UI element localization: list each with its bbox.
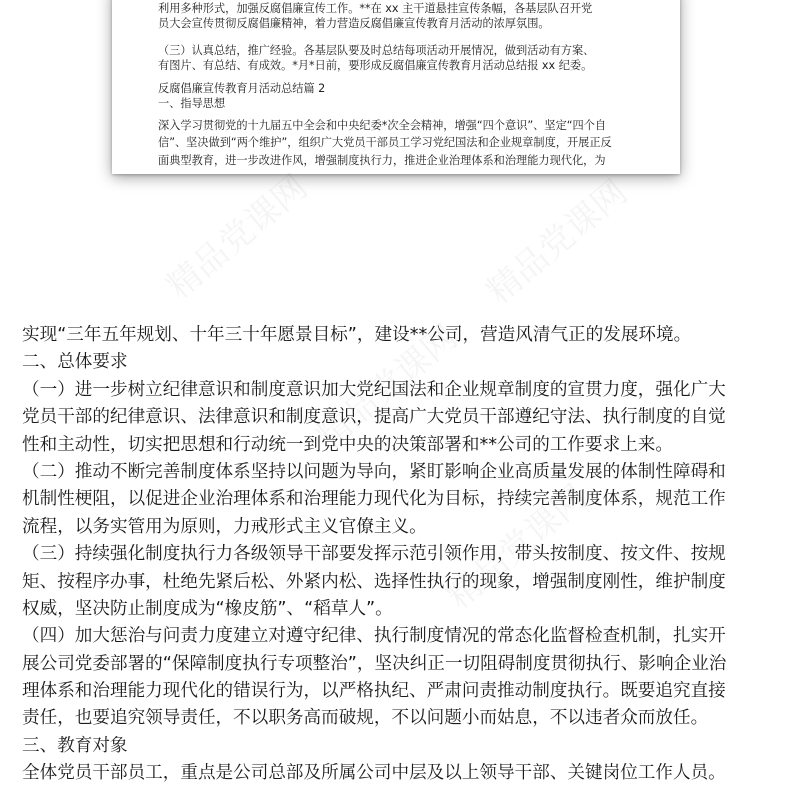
document-page-preview — [112, 0, 680, 174]
preview-line: 面典型教育，进一步改进作风，增强制度执行力，推进企业治理体系和治理能力现代化，为 — [158, 154, 606, 167]
preview-line: 利用多种形式，加强反腐倡廉宣传工作。**在 xx 主干道悬挂宣传条幅，各基层队召开党 — [158, 2, 593, 15]
section-heading: 二、总体要求 — [22, 352, 128, 373]
paragraph-line: 实现“三年五年规划、十年三十年愿景目标”，建设**公司，营造风清气正的发展环境。 — [22, 325, 692, 345]
paragraph-line: 展公司党委部署的“保障制度执行专项整治”，坚决纠正一切阻碍制度贯彻执行、影响企业治 — [22, 653, 727, 674]
preview-line: （三）认真总结，推广经验。各基层队要及时总结每项活动开展情况，做到活动有方案、 — [158, 44, 595, 57]
paragraph-line: 性和主动性，切实把思想和行动统一到党中央的决策部署和**公司的工作要求上来。 — [22, 434, 673, 455]
preview-line: 员大会宣传贯彻反腐倡廉精神，着力营造反腐倡廉宣传教育月活动的浓厚氛围。 — [158, 17, 550, 30]
paragraph-line: 责任，也要追究领导责任，不以职务高而破规，不以问题小而姑息，不以违者众而放任。 — [22, 708, 709, 729]
paragraph-line: （三）持续强化制度执行力各级领导干部要发挥示范引领作用，带头按制度、按文件、按规 — [22, 544, 726, 565]
section-heading: 三、教育对象 — [22, 735, 128, 756]
paragraph-line: 全体党员干部员工，重点是公司总部及所属公司中层及以上领导干部、关键岗位工作人员。 — [22, 763, 726, 784]
paragraph-line: （二）推动不断完善制度体系坚持以问题为导向，紧盯影响企业高质量发展的体制性障碍和 — [22, 461, 726, 482]
paragraph-line: 矩、按程序办事，杜绝先紧后松、外紧内松、选择性执行的现象，增强制度刚性，维护制度 — [22, 571, 726, 592]
preview-line: 信”、坚决做到“两个维护”，组织广大党员干部员工学习党纪国法和企业规章制度，开展正反 — [158, 136, 612, 149]
paragraph-line: 党员干部的纪律意识、法律意识和制度意识，提高广大党员干部遵纪守法、执行制度的自觉 — [22, 407, 726, 428]
paragraph-line: （一）进一步树立纪律意识和制度意识加大党纪国法和企业规章制度的宣贯力度，强化广大 — [22, 379, 726, 400]
paragraph-line: 权威，坚决防止制度成为“橡皮筋”、“稻草人”。 — [22, 598, 393, 619]
watermark — [474, 166, 636, 313]
preview-line: 深入学习贯彻党的十九届五中全会和中央纪委*次全会精神，增强“四个意识”、坚定“四个自 — [158, 119, 607, 132]
paragraph-line: 机制性梗阻，以促进企业治理体系和治理能力现代化为目标，持续完善制度体系，规范工作 — [22, 489, 726, 510]
paragraph-line: 流程，以务实管用为原则，力戒形式主义官僚主义。 — [22, 516, 427, 537]
preview-line: 有图片、有总结、有成效。*月*日前，要形成反腐倡廉宣传教育月活动总结报 xx 纪委。 — [158, 59, 593, 72]
document-body — [22, 322, 792, 788]
paragraph-line: 理体系和治理能力现代化的错误行为，以严格执纪、严肃问责推动制度执行。既要追究直接 — [22, 681, 726, 702]
watermark — [154, 161, 316, 308]
paragraph-line: （四）加大惩治与问责力度建立对遵守纪律、执行制度情况的常态化监督检查机制，扎实开 — [22, 626, 726, 647]
preview-heading: 反腐倡廉宣传教育月活动总结篇 2 — [158, 82, 326, 95]
preview-heading: 一、指导思想 — [158, 97, 226, 110]
